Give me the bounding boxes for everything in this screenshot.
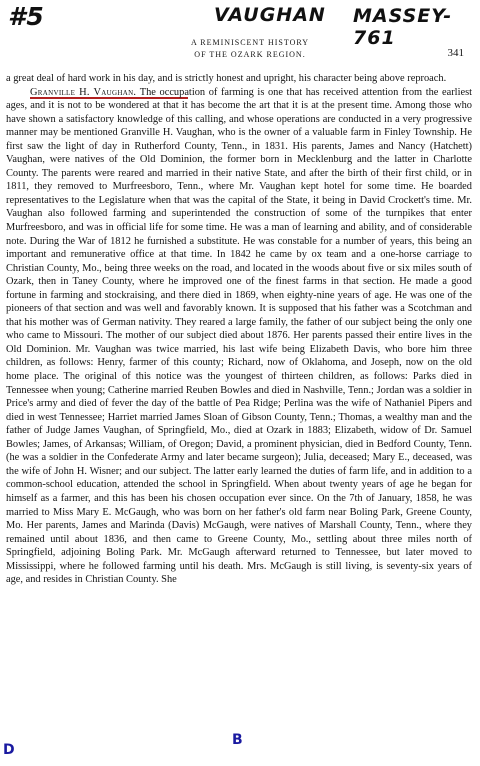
handwritten-number: #5 [8,2,45,31]
running-head-line2: OF THE OZARK REGION. [194,50,306,59]
biography-paragraph [6,86,472,587]
handwritten-surname: VAUGHAN [214,4,326,26]
biography-text: The occupation of farming is one that has received attention from the earliest ages, and it is not to be wondered at that it has become the art that it is at the present time. Among those who have shown a satisfactory knowledge of this calling, and whose operations are conducted in a very progressive manner may be mentioned Granville H. Vaughan, who is the owner of a valuable farm in Finley Township. He first saw the light of day in Rutherford County, Tenn., in 1831. His parents, James and Nancy (Hatchett) Vaughan, were natives of the Old Dominion, the former born in Mecklenburg and the latter in Charlotte County. The parents were reared and married in their native State, and after the birth of their first child, or in 1811, they removed to Murfreesboro, Tenn., where Mr. Vaughan kept hotel for some time. He boarded representatives to the Legislature when that was the capital of the State, it being in David Crockett's time. Mr. Vaughan also followed farming and superintended the construction of some of the turnpikes that enter Murfreesboro, and was in official life for some time. He was a man of learning and ability, and of considerable note. During the War of 1812 he furnished a substitute. He was constable for a number of years, this being an important and remunerative office at that time. In 1842 he came by ox team and a one-horse carriage to Christian County, Mo., being three weeks on the road, and located in the woods about five or six miles south of Ozark, then in Taney County, where he improved one of the finest farms in that section. He made a good fortune in farming and stockraising, and there died in 1869, when eighty-nine years of age. He was one of the pioneers of that section and was well and favorably known. It is supposed that his father was a Scotchman and that his mother was of German nativity. They reared a large family, the father of our subject being the only one who came to Missouri. The mother of our subject died about 1876. Her parents passed their entire lives in the Old Dominion. Mr. Vaughan was twice married, his last wife being Elizabeth Davis, who bore him three children, as follows: Henry, farmer of this county; Richard, now of Oklahoma, and Joseph, now on the old home place. The original of this notice was the youngest of thirteen children, as follows: Parks died in Tennessee when young; Catherine married Reuben Bowles and died in Nashville, Tenn.; Jordan was a soldier in Price's army and died of fever the day of the battle of Pea Ridge; Perlina was the wife of Nathaniel Pipers and died in west Tennessee; Harriet married James Sloan of Gibson County, Tenn.; Thomas, a wealthy man and the father of Judge James Vaughan, of Springfield, Mo., died at Ozark in 1883; Elizabeth, widow of Dr. Samuel Bowles; James, of Arkansas; William, of Oregon; David, a prominent physician, died in Bedford County, Tenn. (he was a soldier in the Confederate Army and later became surgeon); Julia, deceased; Mary E., deceased, was the wife of John H. Wisner; and our subject. The latter early learned the duties of farm life, and in addition to a common-school education, attended the school in Springfield. When about twenty years of age he began for himself as a farmer, and this has been his chosen occupation ever since. On the 7th of January, 1858, he was married to Miss Mary E. McGaugh, who was born on her father's old farm near Boling Park, Greene County, Mo. Her parents, James and Marinda (Davis) McGaugh, were natives of Marshall County, Tenn., where they remained until about 1836, and then came to Greene County, Mo., settling about three miles north of Springfield, adjoining Boling Park. Mr. McGaugh afterward returned to Tennessee, but later moved to Mississippi, where he followed farming until his death. Mrs. McGaugh is still living, is seventy-six years of age, and resides in Christian County. She [6,86,472,586]
handwritten-reference: MASSEY-761 [353,5,453,49]
margin-mark-d: D [3,742,15,758]
article-body [6,72,472,587]
page-number: 341 [447,47,464,59]
subject-name-heading: Granville H. Vaughan. [30,86,137,98]
intro-paragraph: a great deal of hard work in his day, and is strictly honest and upright, his character being above reproach. [6,73,447,84]
margin-mark-b: B [232,732,243,748]
page-header [0,37,480,69]
running-head-line1: A REMINISCENT HISTORY [190,38,310,47]
